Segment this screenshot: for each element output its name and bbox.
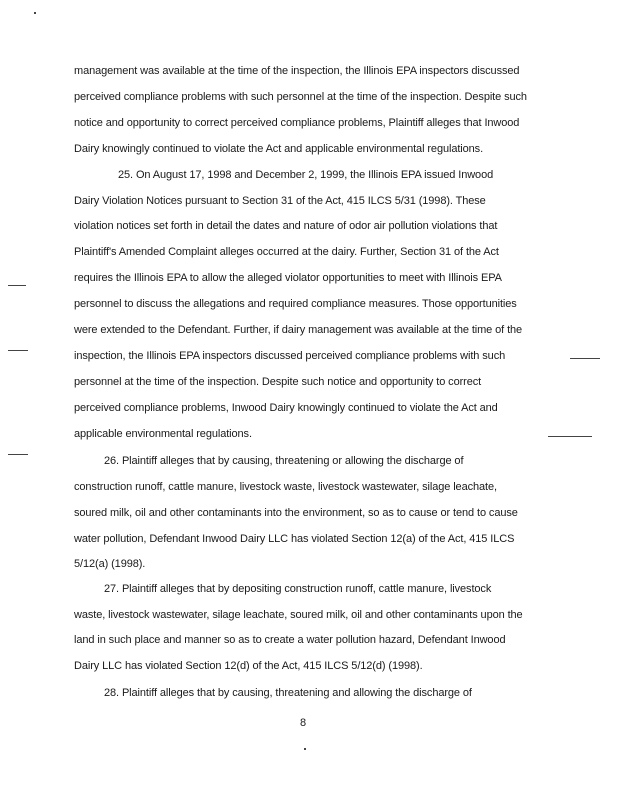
scan-speck [548,436,592,437]
text-line: construction runoff, cattle manure, livestock waste, livestock wastewater, silage leachate, [74,481,497,493]
text-line: applicable environmental regulations. [74,428,252,440]
text-line: 5/12(a) (1998). [74,558,146,570]
scan-speck [304,748,306,750]
text-line: land in such place and manner so as to create a water pollution hazard, Defendant Inwood [74,634,506,646]
text-line: personnel at the time of the inspection. Despite such notice and opportunity to correct [74,376,482,388]
text-line: Dairy Violation Notices pursuant to Section 31 of the Act, 415 ILCS 5/31 (1998). These [74,195,486,207]
text-line: notice and opportunity to correct perceived compliance problems, Plaintiff alleges that Inwood [74,117,520,129]
page-number: 8 [300,717,307,729]
paragraph-28-start: 28. Plaintiff alleges that by causing, threatening and allowing the discharge of [104,687,472,699]
text-line: requires the Illinois EPA to allow the alleged violator opportunities to meet with Illinois EPA [74,272,502,284]
text-line: inspection, the Illinois EPA inspectors discussed perceived compliance problems with such [74,350,506,362]
text-line: perceived compliance problems with such personnel at the time of the inspection. Despite such [74,91,527,103]
text-line: management was available at the time of the inspection, the Illinois EPA inspectors discussed [74,65,520,77]
scan-speck [570,358,600,359]
text-line: soured milk, oil and other contaminants into the environment, so as to cause or tend to cause [74,507,518,519]
text-line: water pollution, Defendant Inwood Dairy LLC has violated Section 12(a) of the Act, 415 ILCS [74,533,515,545]
text-line: perceived compliance problems, Inwood Dairy knowingly continued to violate the Act and [74,402,498,414]
scan-speck [8,350,28,351]
paragraph-26-start: 26. Plaintiff alleges that by causing, threatening or allowing the discharge of [104,455,464,467]
text-line: Dairy LLC has violated Section 12(d) of the Act, 415 ILCS 5/12(d) (1998). [74,660,423,672]
scan-speck [8,285,26,286]
text-line: were extended to the Defendant. Further, if dairy management was available at the time of the [74,324,523,336]
text-line: personnel to discuss the allegations and required compliance measures. Those opportunities [74,298,517,310]
text-line: Plaintiff's Amended Complaint alleges occurred at the dairy. Further, Section 31 of the Act [74,246,499,258]
paragraph-27-start: 27. Plaintiff alleges that by depositing construction runoff, cattle manure, livestock [104,583,492,595]
paragraph-25-start: 25. On August 17, 1998 and December 2, 1999, the Illinois EPA issued Inwood [118,169,494,181]
text-line: violation notices set forth in detail the dates and nature of odor air pollution violations that [74,220,498,232]
text-line: waste, livestock wastewater, silage leachate, soured milk, oil and other contaminants upon the [74,609,523,621]
scan-speck [8,454,28,455]
scan-speck [34,12,36,14]
text-line: Dairy knowingly continued to violate the Act and applicable environmental regulations. [74,143,484,155]
